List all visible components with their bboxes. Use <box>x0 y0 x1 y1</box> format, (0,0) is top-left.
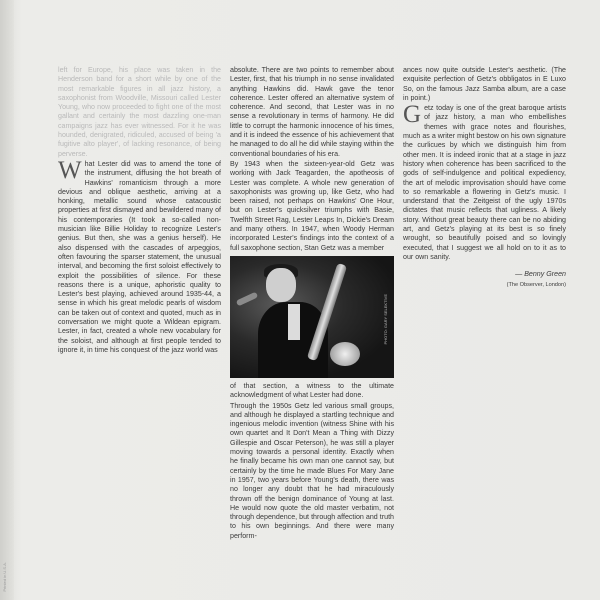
author-signature: — Benny Green <box>515 270 566 279</box>
text-column-2 <box>230 66 394 542</box>
saxophone-bell <box>330 342 360 366</box>
drop-cap: W <box>58 156 82 184</box>
drop-cap: G <box>403 101 422 129</box>
microphone-icon <box>236 292 258 307</box>
paragraph: By 1943 when the sixteen-year-old Getz was working with Jack Teagarden, the apotheosis of Lester was complete. A whole new generation of saxophonists was growing up, like Getz, who had been raised, not perhaps on Hawkins' One Hour, but on Lester's quicksilver triumphs with Basie, Twelfth Street Rag, Lester Leaps In, Dickie's Dream and many others. In 1947, when Woody Herman incorporated Lester's findings into the context of a full saxophone section, Stan Getz was a member <box>230 159 394 252</box>
saxophonist-photo <box>230 256 394 378</box>
paragraph: Through the 1950s Getz led various small groups, and although he displayed a startling technique and ingenious melodic invention (witness Shine with his own quartet and It Don't Mean a Thing with Dizzy Gillespie and Oscar Peterson), he was still a player moving towards a personal identity. Exactly when he finally became his own man one cannot say, but certainly by the time he made Blues For Mary Jane in 1957, two years before Young's death, there was no longer any doubt that he had miraculously thrown off the benign dominance of Young at last. He would now quote the old master verbatim, not through dependence, but through affection and truth to his own beginnings. And there were many perform- <box>230 401 394 540</box>
faded-paragraph: left for Europe, his place was taken in the Henderson band for a short while by one of the most remarkable figures in all jazz history, a saxophonist from Woodville, Missouri called Lester Young, who now proceeded to fight one of the most gallant and certainly the most dazzling one-man campaigns jazz has ever witnessed. For it he was hounded, denigrated, ridiculed, accused of being 'a fugitive alto player', of lacking resonance, of being perverse. <box>58 66 221 158</box>
photo-face <box>266 268 296 302</box>
edge-print: Printed in U.S.A. <box>2 562 7 592</box>
paragraph: absolute. There are two points to remember about Lester, first, that his triumph in no sense invalidated anything Hawkins did. Hawk gave the tenor coherence. Lester offered an alternative system of coherence. And second, that Lester was in no sense a revolutionary in terms of harmony. He did little to corrupt the harmonic innocence of his times, and it is indeed the essence of his achievement that he managed to do all he did while staying within the conventional boundaries of his era. <box>230 66 394 158</box>
source-credit: (The Observer, London) <box>506 281 566 288</box>
text-column-3 <box>403 66 566 290</box>
text-column-1 <box>58 66 221 356</box>
photo-credit: PHOTO: GARY SELEKTIVE <box>382 293 388 345</box>
paragraph: of that section, a witness to the ultimate acknowledgment of what Lester had done. <box>230 381 394 400</box>
paragraph-text: hat Lester did was to amend the tone of the instrument, diffusing the hot breath of Hawkins' romanticism through a more devious and oblique aesthetic, arriving at a honking, metallic sound whose catacoustic properties at first dismayed and bewildered many of his contemporaries (It took a so-called non-musician like Billie Holiday to recognize Lester's genius. But then, she was a genius herself). He also dispensed with the cascades of arpeggios, often favouring the sparser statement, the unusual interval, and becoming the first soloist effectively to exploit the possibilities of silence. For these reasons there is a unique, aphoristic quality to Lester's best playing, achieved around 1935-44, a sense in which his great melodic pearls of wisdom can be taken out of context and quoted, much as in conversation we might quote a Wildean epigram. Lester, in fact, created a whole new vocabulary for the soloist, and although at first people tended to ignore it, in time his conquest of the jazz world was <box>58 159 221 354</box>
sleeve-spine <box>0 0 14 600</box>
paragraph-text: etz today is one of the great baroque artists of jazz history, a man who embellishes themes with grace notes and flourishes, much as a writer might bestow on his own signature the curlicues by which we distinguish him from other men. It is indeed ironic that at a stage in jazz history when coherence has been sacrificed to the gods of self-indulgence and political expediency, the art of melodic improvisation should have come to so remarkable a flowering in Getz's music. I understand that the Zeitgeist of the ugly 1970s dictates that music reflects that ugliness. A likely story. Without great beauty there can be no abiding art, and Getz's playing at its best is so finely wrought, so beautifully poised and so lovingly executed, that I suggest we all hold on to it as to our own sanity. <box>403 104 566 261</box>
paragraph <box>403 101 566 262</box>
photo-shirt <box>288 304 300 340</box>
paragraph: ances now quite outside Lester's aesthetic. (The exquisite perfection of Getz's obbligatos in E Luxo So, on the famous Jazz Samba album, are a case in point.) <box>403 66 566 102</box>
paragraph <box>58 156 221 355</box>
